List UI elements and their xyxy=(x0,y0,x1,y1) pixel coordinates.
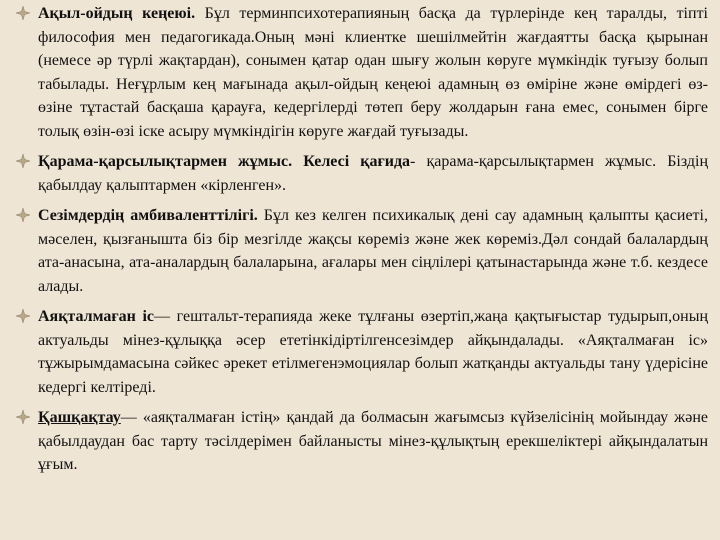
bullet-term: Қашқақтау xyxy=(38,409,121,426)
bullet-body: Бұл кез келген психикалық дені сау адамның қалыпты қасиеті, мәселен, қызғанышта біз бір мезгілде жақсы көреміз және жек көреміз.Дәл сондай балалардың ата-анасына, ата-аналардың балаларына, ағалары мен сіңлілері қатынастарында және т.б. кездесе алады. xyxy=(38,207,708,295)
bullet-body: - қарама-қарсылықтармен жұмыс. Біздің қабылдау қалыптармен «кірленген». xyxy=(38,153,709,194)
four-point-star-icon xyxy=(16,6,30,20)
bullet-term: Ақыл-ойдың кеңеюі. xyxy=(38,5,196,22)
four-point-star-icon xyxy=(16,410,30,424)
bullet-term: Қарама-қарсылықтармен жұмыс. Келесі қағида xyxy=(38,153,411,170)
bullet-term: Аяқталмаған іс xyxy=(38,308,155,325)
bullet-item-3 xyxy=(14,204,708,298)
bullet-body: Бұл терминпсихотерапияның басқа да түрлерінде кең таралды, тіпті философия мен педагогикада.Оның мәні клиентке шешілмейтін жағдаятты басқа қырынан (немесе әр түрлі жақтардан), сонымен қатар одан шығу жолын көруге мүмкіндік туғызу болып табылады. Неғұрлым кең мағынада ақыл-ойдың кеңеюі адамның өз өміріне және өмірдегі өз-өзіне тұтастай басқаша қарауға, кедергілерді төтеп беру жолдарын ғана емес, сонымен бірге толық өзін-өзі іске асыру мүмкіндігін көруге жағдай туғызады. xyxy=(38,5,709,140)
bullet-body: — «аяқталмаған істің» қандай да болмасын жағымсыз күйзелісінің мойындау және қабылдаудан бас тарту тәсілдерімен байланысты мінез-құлықтың ерекшеліктері айқындалатын ұғым. xyxy=(38,409,708,473)
four-point-star-icon xyxy=(16,309,30,323)
four-point-star-icon xyxy=(16,208,30,222)
bullet-item-4 xyxy=(14,305,708,399)
bullet-body: — гештальт-терапияда жеке тұлғаны өзертіп,жаңа қақтығыстар тудырып,оның актуальды мінез-құлыққа әсер ететінкідіртілгенсезімдер айқындалады. «Аяқталмаған іс» тұжырымдамасына сәйкес әрекет етілмегенэмоциялар болып жатқанды актуальды тану үдерісіне кедергі келтіреді. xyxy=(38,308,709,396)
bullet-list xyxy=(14,2,708,477)
bullet-item-1 xyxy=(14,2,708,143)
bullet-item-5 xyxy=(14,406,708,477)
four-point-star-icon xyxy=(16,154,30,168)
bullet-item-2 xyxy=(14,150,708,197)
bullet-term: Сезімдердің амбиваленттілігі. xyxy=(38,207,258,224)
